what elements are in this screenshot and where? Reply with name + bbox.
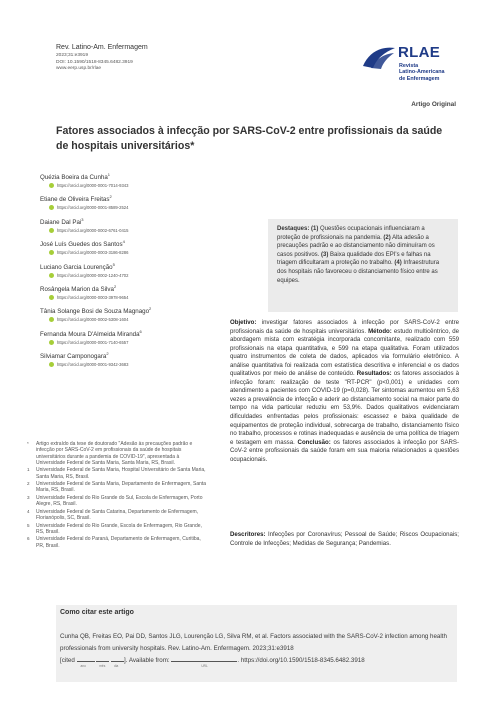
- citation-text: Cunha QB, Freitas EO, Pai DD, Santos JLG, Lourenção LG, Silva RM, et al. Factors associated with the SARS-CoV-2 infection among health professionals from university hospitals. Rev. Latino-Am. Enfermagem. 2023;31:e3918 [cited ano mês dia ]. Available from: URL . https://doi.org/10.1590/1518-8345.6482.3918: [60, 633, 447, 668]
- article-type: Artigo Original: [411, 101, 456, 108]
- orcid-link[interactable]: https://orcid.org/0000-0001-9342-3683: [49, 361, 240, 368]
- author-name: Fernanda Moura D'Almeida Miranda$^6$: [40, 328, 142, 338]
- author-name: Tânia Solange Bosi de Souza Magnago$^2$: [40, 306, 152, 316]
- doi-text[interactable]: DOI: 10.1590/1518-8345.6482.3919: [56, 59, 133, 65]
- orcid-link[interactable]: https://orcid.org/0000-0002-5308-1604: [49, 316, 240, 323]
- highlights-label: Destaques:: [277, 226, 310, 232]
- orcid-link[interactable]: https://orcid.org/0000-0003-3978-9654: [49, 294, 240, 301]
- orcid-icon: [49, 317, 54, 322]
- footnote: 6 Universidade Federal do Paraná, Departamento de Enfermagem, Curitiba, PR, Brasil.: [27, 536, 201, 549]
- orcid-icon: [49, 205, 54, 210]
- cite-url-blank: URL: [171, 656, 237, 662]
- author-name: Luciano Garcia Lourenção$^5$: [40, 261, 115, 271]
- journal-site[interactable]: www.eerp.usp.br/rlae: [56, 66, 102, 72]
- method-label: Método:: [368, 327, 392, 335]
- orcid-icon: [49, 362, 54, 367]
- highlight-item: (3) Baixa qualidade dos EPI's e falhas na triagem dificultaram a proteção no trabalho.: [277, 251, 431, 267]
- orcid-icon: [49, 340, 54, 345]
- affiliation-footnotes: [27, 441, 207, 550]
- citation-heading: Como citar este artigo: [60, 609, 134, 616]
- journal-volume: 2023;31:e3919: [56, 53, 89, 59]
- descriptors-label: Descritores:: [230, 531, 266, 538]
- footnote: 1 Universidade Federal de Santa Maria, Hospital Universitário de Santa Maria, Santa Maria, RS, Brasil.: [27, 467, 206, 480]
- logo-subtitle: Revista Latino-Americana de Enfermagem: [399, 63, 445, 82]
- author-name: Daiane Dal Pai$^3$: [40, 216, 84, 226]
- author-entry: [40, 216, 240, 238]
- article-title: Fatores associados à infecção por SARS-CoV-2 entre profissionais da saúde de hospitais universitários*: [56, 125, 443, 152]
- author-entry: [40, 171, 240, 193]
- orcid-link[interactable]: https://orcid.org/0000-0001-7140-6557: [49, 339, 240, 346]
- cite-month-blank: mês: [96, 656, 109, 662]
- orcid-link[interactable]: https://orcid.org/0000-0002-6761-0415: [49, 227, 240, 234]
- citation-doi-link[interactable]: . https://doi.org/10.1590/1518-8345.6482.3918: [237, 657, 365, 664]
- highlight-item: (1) Questões ocupacionais influenciaram a proteção de profissionais na pandemia.: [277, 226, 425, 241]
- conclusion-text: os fatores associados à infecção por SARS-CoV-2 entre profissionais da saúde foram em sua maioria relacionados a questões ocupacionais.: [230, 438, 460, 463]
- author-name: Etiane de Oliveira Freitas$^2$: [40, 194, 112, 204]
- author-entry: [40, 238, 240, 260]
- logo-acronym: RLAE: [398, 44, 441, 61]
- orcid-link[interactable]: https://orcid.org/0000-0003-3186-8286: [49, 249, 240, 256]
- rlae-logo-mark-icon: [361, 44, 397, 70]
- author-entry: [40, 305, 240, 327]
- objective-label: Objetivo:: [230, 319, 257, 326]
- cite-day-blank: dia: [111, 656, 124, 662]
- abstract: [230, 319, 459, 464]
- descriptors: [230, 531, 459, 548]
- author-entry: [40, 350, 240, 372]
- orcid-icon: [49, 273, 54, 278]
- author-name: José Luís Guedes dos Santos$^4$: [40, 239, 125, 249]
- orcid-link[interactable]: https://orcid.org/0000-0001-7014-9343: [49, 182, 240, 189]
- author-entry: [40, 328, 240, 350]
- highlight-item: (2) Alta adesão a precauções padrão e ao distanciamento não diminuíram os casos positivos.: [277, 234, 435, 258]
- conclusion-label: Conclusão:: [297, 438, 331, 446]
- author-name: Rosângela Marion da Silva$^2$: [40, 283, 117, 294]
- orcid-icon: [49, 183, 54, 188]
- rlae-logo: [361, 42, 456, 92]
- footnote: 4 Universidade Federal de Santa Catarina, Departamento de Enfermagem, Florianópolis, SC, Brasil.: [27, 508, 199, 522]
- author-name: Silviamar Camponogara$^2$: [40, 351, 109, 361]
- author-name: Quézia Boeira da Cunha$^1$: [40, 172, 110, 182]
- method-text: estudo multicêntrico, de abordagem mista com estratégia incorporada concomitante, realizado com 559 profissionais na etapa quantitativa, e 599 na etapa qualitativa. Foram utilizados quatro instrumentos de coleta de dados, aplicados via formulário eletrônico. A análise quantitativa foi realizada com estatística descritiva e inferencial e os dados qualitativos por meio de análise de conteúdo.: [230, 327, 460, 378]
- journal-name: Rev. Latino-Am. Enfermagem: [56, 44, 148, 51]
- author-entry: [40, 193, 240, 215]
- orcid-icon: [49, 295, 54, 300]
- journal-header: [56, 44, 148, 72]
- author-entry: [40, 261, 240, 283]
- orcid-icon: [49, 250, 54, 255]
- footnote: 2 Universidade Federal de Santa Maria, Departamento de Enfermagem, Santa Maria, RS, Brasil.: [27, 481, 207, 494]
- orcid-link[interactable]: https://orcid.org/0000-0002-1240-4702: [49, 272, 240, 279]
- author-list: [40, 171, 240, 373]
- footnote: 5 Universidade Federal do Rio Grande, Escola de Enfermagem, Rio Grande, RS, Brasil.: [27, 522, 202, 535]
- highlights-box: [268, 219, 458, 312]
- cite-year-blank: ano: [77, 656, 95, 662]
- author-entry: [40, 283, 240, 305]
- objective-text: investigar fatores associados à infecção por SARS-CoV-2 entre profissionais da saúde de hospitais universitários.: [230, 319, 460, 335]
- results-text: os fatores associados à infecção foram: realização de teste "RT-PCR" (p<0,001) e unidades com atendimento a pacientes com COVID-19 (p=0,028). Ter sintomas aumentou em 5,63 vezes a prevalência de infecção e aderir ao distanciamento social na maior parte do tempo na vida particular reduziu em 53,9%. Dados qualitativos evidenciaram dificuldades enfrentadas pelos profissionais: escassez e baixa qualidade de equipamentos de proteção individual, sobrecarga de trabalho, distanciamento físico no trabalho, processos e rotinas inadequadas e ausência de uma política de triagem e testagem em massa.: [230, 370, 459, 446]
- orcid-icon: [49, 228, 54, 233]
- footnote: 3 Universidade Federal do Rio Grande do Sul, Escola de Enfermagem, Porto Alegre, RS, Brasil.: [27, 494, 203, 508]
- results-label: Resultados:: [356, 370, 392, 378]
- descriptors-text: Infecções por Coronavírus; Pessoal de Saúde; Riscos Ocupacionais; Controle de Infecções; Medidas de Segurança; Pandemias.: [230, 531, 459, 547]
- orcid-link[interactable]: https://orcid.org/0000-0001-8589-2524: [49, 204, 240, 211]
- highlight-item: (4) Infraestrutura dos hospitais não favoreceu o distanciamento físico entre as equipes.: [277, 260, 440, 284]
- footnote: * Artigo extraído da tese de doutorado "Adesão às precauções padrão e infecção por SARS-CoV-2 em profissionais da saúde de hospitais universitários durante a pandemia de COVID-19", apresentada à Universidade Federal de Santa Maria, Santa Maria, RS, Brasil.: [27, 441, 193, 466]
